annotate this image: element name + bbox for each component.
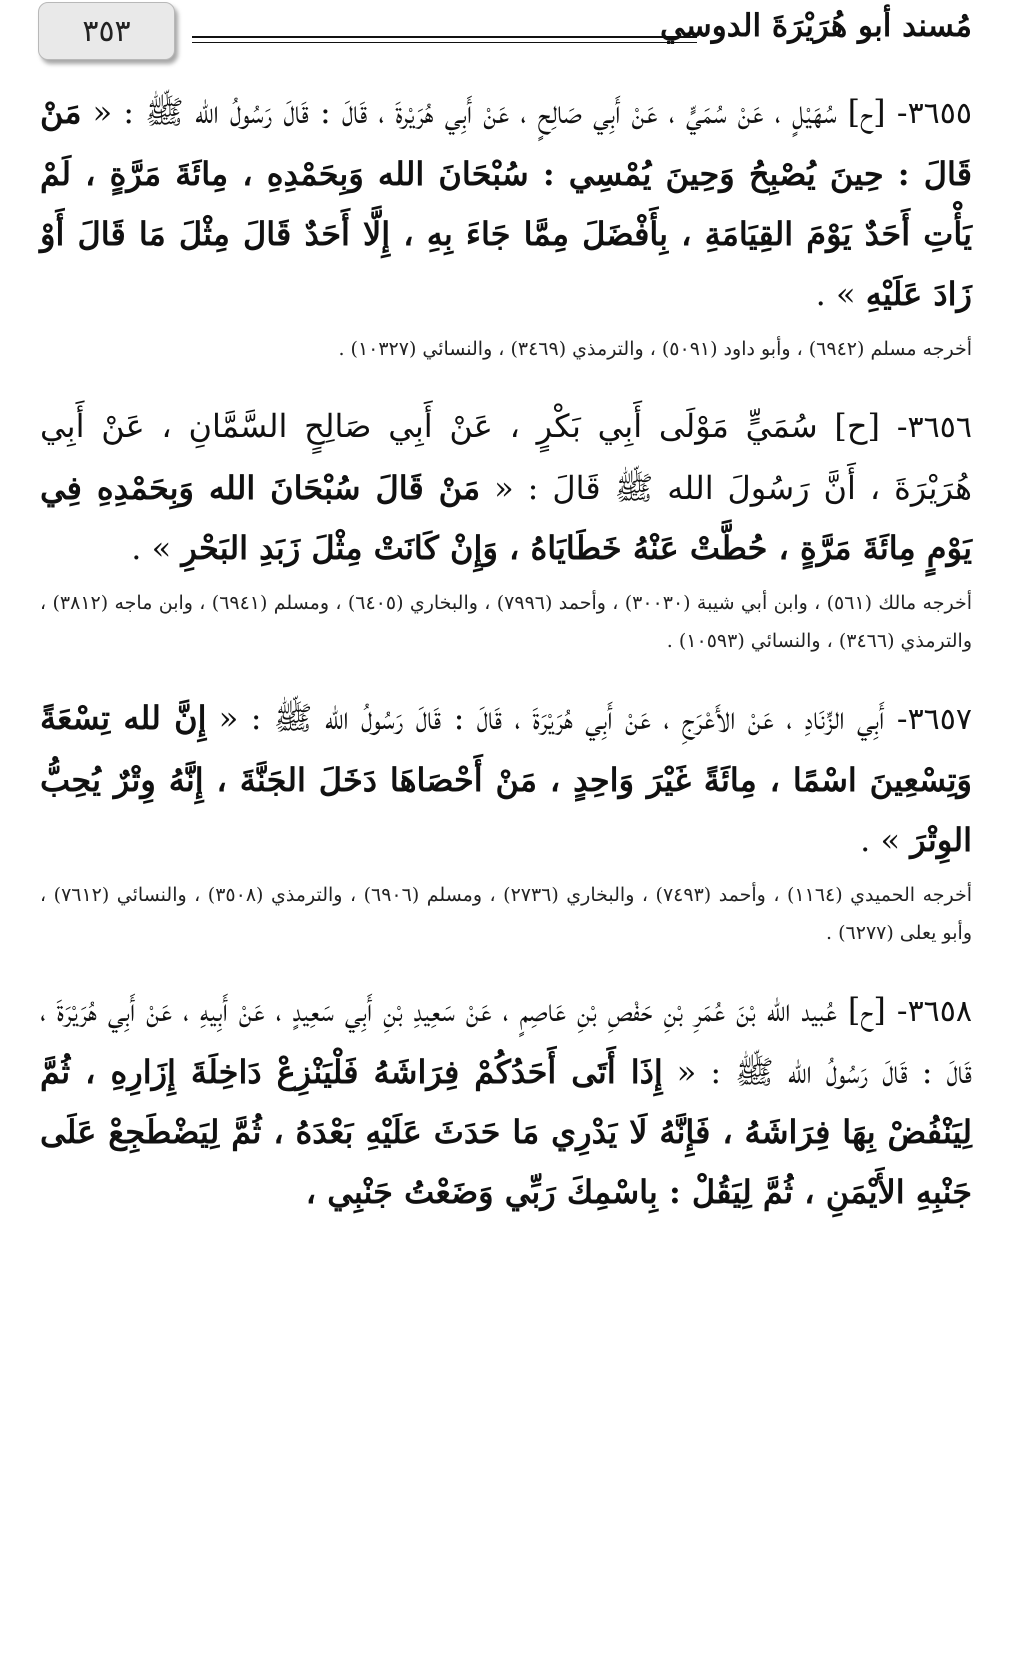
hadith-text [40, 688, 972, 870]
page-header [0, 0, 1010, 70]
hadith-number: ٣٦٥٧- [896, 702, 973, 737]
hadith-block-3655 [40, 82, 972, 368]
hadith-tail: » . [131, 529, 182, 567]
hadith-matn: مَنْ قَالَ سُبْحَانَ الله وَبِحَمْدِهِ فِي يَوْمٍ مِائَةَ مَرَّةٍ ، حُطَّتْ عَنْهُ خَطَايَاهُ ، وَإِنْ كَانَتْ مِثْلَ زَبَدِ البَحْرِ [40, 469, 972, 567]
running-title: مُسند أبو هُرَيْرَةَ الدوسي [659, 8, 972, 44]
hadith-number: ٣٦٥٥- [896, 96, 973, 131]
hadith-matn: إِذَا أَتَى أَحَدُكُمْ فِرَاشَهُ فَلْيَنْزِعْ دَاخِلَةَ إِزَارِهِ ، ثُمَّ لِيَنْفُضْ بِهَا فِرَاشَهُ ، فَإِنَّهُ لَا يَدْرِي مَا حَدَثَ عَلَيْهِ بَعْدَهُ ، ثُمَّ لِيَضْطَجِعْ عَلَى جَنْبِهِ الأَيْمَنِ ، ثُمَّ لِيَقُلْ : بِاسْمِكَ رَبِّي وَضَعْتُ جَنْبِي ، [40, 1053, 973, 1211]
hadith-block-3657 [40, 688, 972, 952]
hadith-matn: مَنْ قَالَ : حِينَ يُصْبِحُ وَحِينَ يُمْسِي : سُبْحَانَ الله وَبِحَمْدِهِ ، مِائَةَ مَرَّةٍ ، لَمْ يَأْتِ أَحَدٌ يَوْمَ القِيَامَةِ ، بِأَفْضَلَ مِمَّا جَاءَ بِهِ ، إِلَّا أَحَدٌ قَالَ مِثْلَ مَا قَالَ أَوْ زَادَ عَلَيْهِ [40, 93, 972, 313]
header-rule [192, 36, 697, 38]
hadith-isnad: [ح] عُبيد الله بْنَ عُمَرِ بْنِ حَفْصِ بْنِ عَاصِمٍ ، عَنْ سَعِيدِ بْنِ أَبِي سَعِيدٍ ، عَنْ أَبِيهِ ، عَنْ أَبِي هُرَيْرَةَ ، قَالَ : قَالَ رَسُولُ الله ﷺ : « [40, 991, 973, 1091]
page-number-box [38, 2, 175, 60]
takhrij-note: أخرجه مالك (٥٦١) ، وابن أبي شيبة (٣٠٠٣٠) ، وأحمد (٧٩٩٦) ، والبخاري (٦٤٠٥) ، ومسلم (٦٩٤١) ، وابن ماجه (٣٨١٢) ، والترمذي (٣٤٦٦) ، والنسائي (١٠٥٩٣) . [40, 592, 972, 652]
hadith-tail: » . [815, 275, 866, 313]
page-body [40, 82, 972, 1222]
hadith-isnad: أَبِي الزِّنَادِ ، عَنْ الأَعْرَجِ ، عَنْ أَبِي هُرَيْرَةَ ، قَالَ : قَالَ رَسُولُ الله ﷺ : « [206, 699, 897, 737]
hadith-tail: » . [860, 821, 911, 859]
hadith-isnad: [ح] سُمَيٍّ مَوْلَى أَبِي بَكْرٍ ، عَنْ أَبِي صَالِحٍ السَّمَّانِ ، عَنْ أَبِي هُرَيْرَةَ ، أَنَّ رَسُولَ الله ﷺ قَالَ : « [40, 407, 973, 507]
header-rule-thin [192, 42, 697, 43]
page-number: ٣٥٣ [82, 13, 131, 49]
takhrij-note: أخرجه مسلم (٦٩٤٢) ، وأبو داود (٥٠٩١) ، والترمذي (٣٤٦٩) ، والنسائي (١٠٣٢٧) . [338, 338, 972, 360]
hadith-number: ٣٦٥٨- [896, 994, 973, 1029]
hadith-text [40, 396, 972, 578]
hadith-text [40, 82, 972, 324]
hadith-number: ٣٦٥٦- [896, 410, 972, 445]
hadith-isnad: [ح] سُهَيْلٍ ، عَنْ سُمَيٍّ ، عَنْ أَبِي صَالِحٍ ، عَنْ أَبِي هُرَيْرةَ ، قَالَ : قَالَ رَسُولُ الله ﷺ : « [81, 93, 897, 131]
takhrij-note: أخرجه الحميدي (١١٦٤) ، وأحمد (٧٤٩٣) ، والبخاري (٢٧٣٦) ، ومسلم (٦٩٠٦) ، والترمذي (٣٥٠٨) ، والنسائي (٧٦١٢) ، وأبو يعلى (٦٢٧٧) . [40, 884, 973, 944]
hadith-text [40, 980, 972, 1222]
hadith-block-3658 [40, 980, 972, 1222]
hadith-block-3656 [40, 396, 972, 660]
hadith-matn: إِنَّ لله تِسْعَةً وَتِسْعِينَ اسْمًا ، مِائَةً غَيْرَ وَاحِدٍ ، مَنْ أَحْصَاهَا دَخَلَ الجَنَّةَ ، إِنَّهُ وِتْرٌ يُحِبُّ الوِتْرَ [40, 699, 972, 859]
